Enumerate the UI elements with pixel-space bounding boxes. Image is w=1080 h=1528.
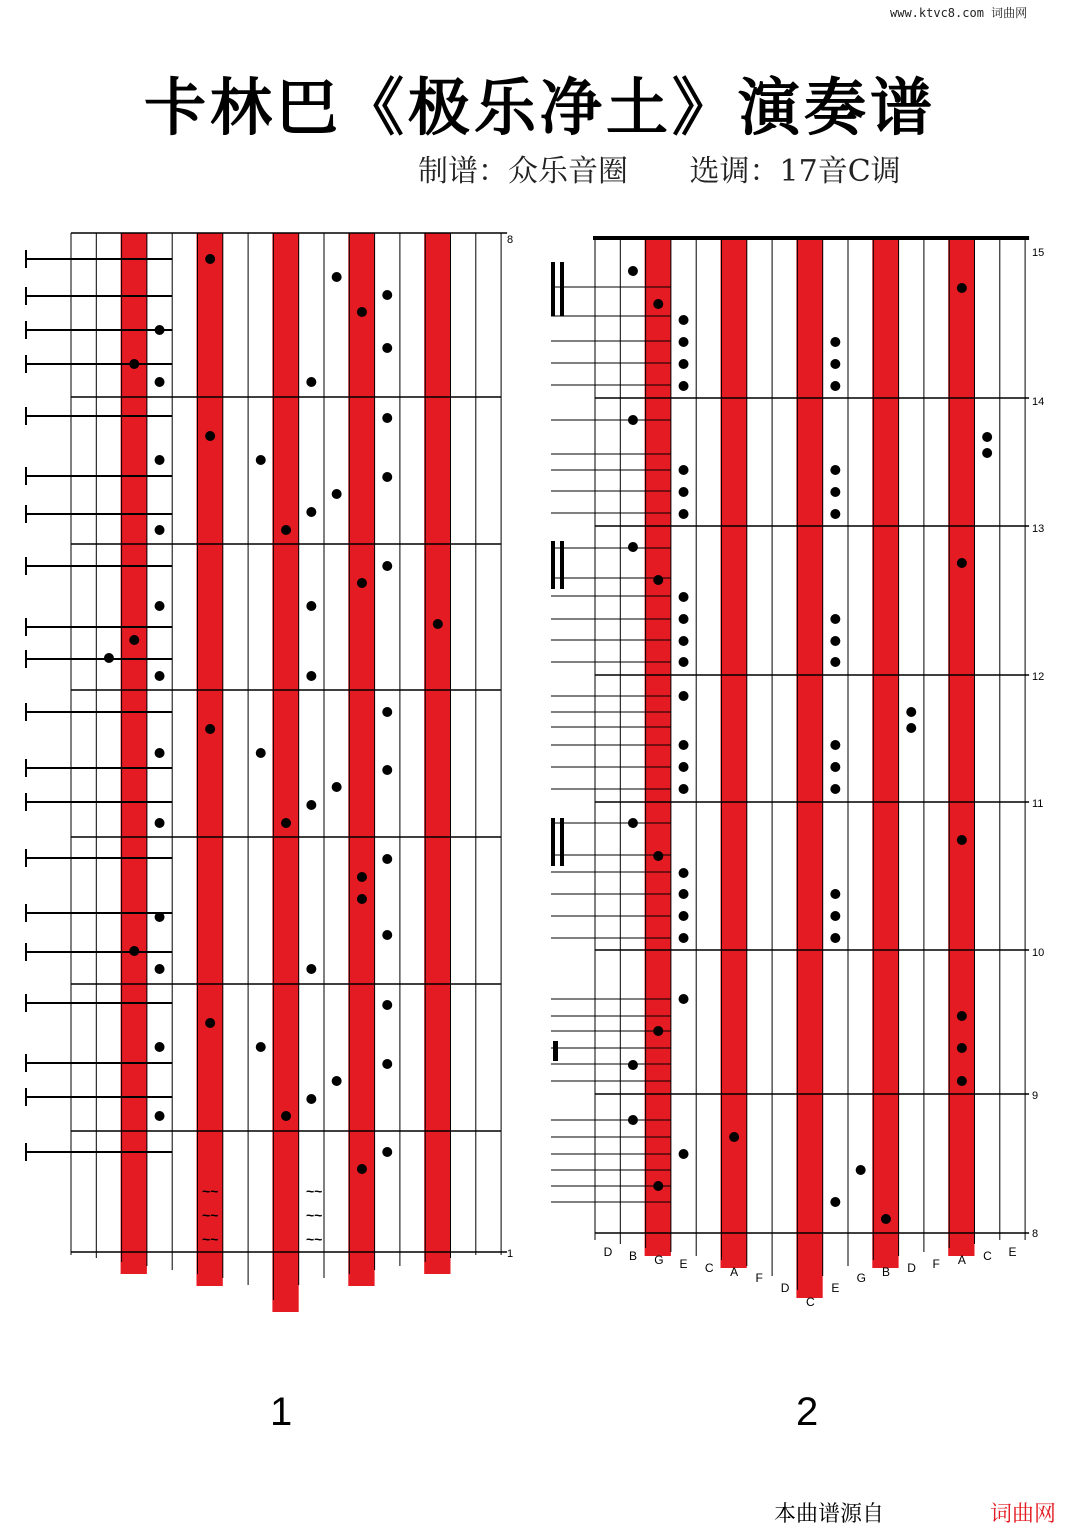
note-dot bbox=[830, 657, 840, 667]
tine-label: E bbox=[831, 1281, 840, 1295]
note-dot bbox=[679, 381, 689, 391]
note-dot bbox=[957, 558, 967, 568]
note-dot bbox=[957, 1011, 967, 1021]
note-dot bbox=[830, 337, 840, 347]
measure-number: 13 bbox=[1032, 523, 1045, 535]
note-dot bbox=[653, 851, 663, 861]
page-number-1: 1 bbox=[270, 1390, 293, 1434]
note-dot bbox=[679, 315, 689, 325]
note-dot bbox=[830, 762, 840, 772]
triplet-bracket bbox=[560, 262, 564, 316]
note-dot bbox=[830, 911, 840, 921]
measure-numbers bbox=[1032, 247, 1044, 1240]
measure-number: 8 bbox=[1032, 1228, 1039, 1240]
tine-label: D bbox=[907, 1261, 916, 1275]
note-dot bbox=[830, 465, 840, 475]
note-dot bbox=[830, 636, 840, 646]
highlight-tine bbox=[645, 238, 671, 1256]
note-dot bbox=[679, 509, 689, 519]
note-dot bbox=[679, 933, 689, 943]
tine-label: E bbox=[679, 1257, 688, 1271]
tine-label: A bbox=[730, 1265, 739, 1279]
note-dot bbox=[628, 266, 638, 276]
note-dot bbox=[628, 818, 638, 828]
note-dot bbox=[830, 487, 840, 497]
measure-number: 11 bbox=[1032, 798, 1044, 810]
note-dot bbox=[830, 359, 840, 369]
tremolo-mark: ~~ bbox=[306, 1207, 323, 1223]
tine-label: G bbox=[856, 1271, 866, 1285]
tine-label: C bbox=[806, 1295, 815, 1309]
triplet-bracket bbox=[551, 262, 555, 316]
tine-label: D bbox=[780, 1281, 790, 1295]
note-dot bbox=[881, 1214, 891, 1224]
tremolo-mark: ~~ bbox=[306, 1231, 323, 1247]
tine-label: F bbox=[755, 1271, 763, 1285]
highlight-tine bbox=[721, 238, 747, 1268]
tine-label: D bbox=[603, 1245, 613, 1259]
note-dot bbox=[856, 1165, 866, 1175]
note-dot bbox=[628, 1115, 638, 1125]
tremolo-mark: ~~ bbox=[306, 1183, 323, 1199]
triplet-bracket bbox=[560, 818, 564, 866]
tine-label: B bbox=[628, 1249, 637, 1263]
note-dot bbox=[830, 740, 840, 750]
note-dot bbox=[679, 636, 689, 646]
note-dot bbox=[729, 1132, 739, 1142]
note-dot bbox=[679, 691, 689, 701]
footer-source-link[interactable]: 词曲网 bbox=[990, 1502, 1057, 1527]
measure-number: 15 bbox=[1032, 247, 1045, 259]
note-dot bbox=[679, 337, 689, 347]
highlight-tine bbox=[948, 238, 974, 1256]
note-dot bbox=[653, 299, 663, 309]
page-number-2: 2 bbox=[796, 1390, 819, 1434]
measure-number: 9 bbox=[1032, 1090, 1039, 1102]
note-dot bbox=[679, 911, 689, 921]
note-dot bbox=[906, 723, 916, 733]
note-dot bbox=[679, 1149, 689, 1159]
note-dot bbox=[679, 994, 689, 1004]
note-dot bbox=[628, 1060, 638, 1070]
note-dot bbox=[830, 509, 840, 519]
note-dot bbox=[830, 784, 840, 794]
note-dot bbox=[679, 614, 689, 624]
note-dot bbox=[653, 1181, 663, 1191]
note-dot bbox=[830, 381, 840, 391]
tine-label: C bbox=[983, 1249, 992, 1263]
note-dot bbox=[957, 835, 967, 845]
note-dot bbox=[628, 415, 638, 425]
highlight-tine bbox=[872, 238, 898, 1268]
tine-label: G bbox=[654, 1253, 664, 1267]
measure-number-top: 8 bbox=[507, 234, 514, 246]
arranger-credit: 制谱：众乐音圈 bbox=[418, 154, 628, 189]
tremolo-mark: ~~ bbox=[202, 1183, 219, 1199]
note-dot bbox=[679, 784, 689, 794]
note-dot bbox=[830, 614, 840, 624]
note-dot bbox=[957, 283, 967, 293]
note-dot bbox=[679, 487, 689, 497]
tine-label: E bbox=[1008, 1245, 1017, 1259]
note-dot bbox=[679, 657, 689, 667]
note-dot bbox=[679, 889, 689, 899]
tine-label: A bbox=[957, 1253, 966, 1267]
tremolo-mark: ~~ bbox=[202, 1231, 219, 1247]
note-dot bbox=[653, 575, 663, 585]
note-dot bbox=[679, 359, 689, 369]
page-title: 卡林巴《极乐净土》演奏谱 bbox=[143, 71, 936, 144]
highlight-tine bbox=[796, 238, 822, 1298]
tine-label: F bbox=[932, 1257, 940, 1271]
note-dot bbox=[830, 889, 840, 899]
note-dot bbox=[906, 707, 916, 717]
note-dot bbox=[679, 868, 689, 878]
note-dot bbox=[830, 933, 840, 943]
note-dot bbox=[830, 1197, 840, 1207]
footer-source-text: 本曲谱源自 bbox=[774, 1502, 885, 1527]
note-dot bbox=[982, 432, 992, 442]
note-dot bbox=[982, 448, 992, 458]
measure-number-bottom: 1 bbox=[507, 1248, 514, 1260]
measure-number: 12 bbox=[1032, 671, 1045, 683]
note-dot bbox=[679, 762, 689, 772]
site-url[interactable]: www.ktvc8.com 词曲网 bbox=[890, 6, 1028, 20]
measure-number: 14 bbox=[1032, 396, 1045, 408]
measure-number: 10 bbox=[1032, 947, 1045, 959]
tine-label: B bbox=[881, 1265, 890, 1279]
triplet-bracket bbox=[551, 818, 555, 866]
note-dot bbox=[957, 1043, 967, 1053]
key-credit: 选调：17音C调 bbox=[689, 154, 901, 189]
note-dot bbox=[679, 740, 689, 750]
tine-label: C bbox=[704, 1261, 714, 1275]
note-dot bbox=[679, 592, 689, 602]
note-dot bbox=[957, 1076, 967, 1086]
note-dot bbox=[679, 465, 689, 475]
beat-bracket bbox=[553, 1041, 558, 1061]
note-dot bbox=[653, 1026, 663, 1036]
tremolo-mark: ~~ bbox=[202, 1207, 219, 1223]
note-dot bbox=[628, 542, 638, 552]
